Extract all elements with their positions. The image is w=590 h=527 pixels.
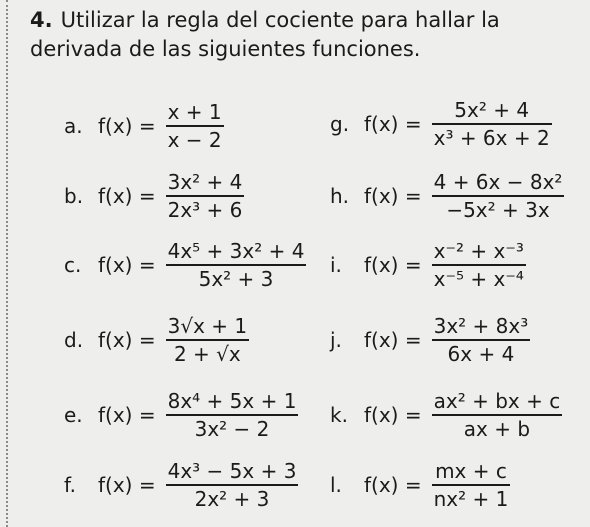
numerator: x + 1 bbox=[167, 100, 222, 124]
denominator: 2 + √x bbox=[173, 342, 241, 366]
numerator: x⁻² + x⁻³ bbox=[433, 239, 524, 263]
function-item-a bbox=[64, 96, 224, 156]
item-letter: a. bbox=[64, 114, 83, 138]
denominator: 2x³ + 6 bbox=[167, 198, 243, 222]
fraction bbox=[432, 238, 526, 292]
item-letter: l. bbox=[330, 473, 342, 497]
function-lhs: f(x) = bbox=[98, 253, 156, 277]
fraction bbox=[166, 388, 299, 442]
fraction bbox=[432, 388, 563, 442]
function-item-j bbox=[330, 310, 530, 370]
function-item-d bbox=[64, 310, 249, 370]
exercise-number: 4. bbox=[30, 8, 53, 32]
denominator: 5x² + 3 bbox=[198, 267, 274, 291]
item-letter: e. bbox=[64, 403, 83, 427]
fraction bbox=[166, 313, 250, 367]
function-lhs: f(x) = bbox=[364, 253, 422, 277]
item-letter: c. bbox=[64, 253, 82, 277]
fraction bbox=[166, 458, 299, 512]
fraction bbox=[432, 458, 511, 512]
function-lhs: f(x) = bbox=[364, 184, 422, 208]
denominator: nx² + 1 bbox=[433, 487, 509, 511]
item-letter: d. bbox=[64, 328, 84, 352]
denominator: 6x + 4 bbox=[447, 342, 515, 366]
exercise-instruction: Utilizar la regla del cociente para hallar la derivada de las siguientes funciones. bbox=[30, 8, 500, 61]
item-letter: j. bbox=[330, 328, 342, 352]
function-item-e bbox=[64, 385, 298, 445]
fraction bbox=[166, 169, 245, 223]
fraction bbox=[166, 238, 307, 292]
item-letter: b. bbox=[64, 184, 84, 208]
denominator: x⁻⁵ + x⁻⁴ bbox=[433, 267, 524, 291]
function-lhs: f(x) = bbox=[364, 473, 422, 497]
function-item-l bbox=[330, 455, 510, 515]
exercise-heading bbox=[30, 6, 585, 64]
item-letter: g. bbox=[330, 112, 350, 136]
denominator: 2x² + 3 bbox=[194, 487, 270, 511]
denominator: x − 2 bbox=[167, 128, 222, 152]
item-letter: f. bbox=[64, 473, 76, 497]
function-item-h bbox=[330, 166, 564, 226]
denominator: 3x² − 2 bbox=[194, 417, 270, 441]
function-lhs: f(x) = bbox=[98, 403, 156, 427]
numerator: 5x² + 4 bbox=[454, 98, 530, 122]
fraction bbox=[166, 99, 224, 153]
function-lhs: f(x) = bbox=[98, 328, 156, 352]
function-lhs: f(x) = bbox=[364, 112, 422, 136]
function-lhs: f(x) = bbox=[98, 473, 156, 497]
numerator: 3x² + 8x³ bbox=[433, 314, 529, 338]
denominator: ax + b bbox=[463, 417, 531, 441]
fraction bbox=[432, 169, 565, 223]
numerator: 4x⁵ + 3x² + 4 bbox=[167, 239, 305, 263]
numerator: 4 + 6x − 8x² bbox=[433, 170, 563, 194]
function-item-c bbox=[64, 235, 306, 295]
function-lhs: f(x) = bbox=[364, 403, 422, 427]
function-lhs: f(x) = bbox=[364, 328, 422, 352]
numerator: 3x² + 4 bbox=[167, 170, 243, 194]
item-letter: k. bbox=[330, 403, 348, 427]
denominator: x³ + 6x + 2 bbox=[433, 126, 550, 150]
item-letter: h. bbox=[330, 184, 350, 208]
denominator: −5x² + 3x bbox=[446, 198, 550, 222]
function-item-k bbox=[330, 385, 562, 445]
function-lhs: f(x) = bbox=[98, 114, 156, 138]
fraction bbox=[432, 97, 552, 151]
function-item-f bbox=[64, 455, 298, 515]
numerator: 3√x + 1 bbox=[167, 314, 248, 338]
function-item-i bbox=[330, 235, 526, 295]
numerator: 8x⁴ + 5x + 1 bbox=[167, 389, 297, 413]
fraction bbox=[432, 313, 531, 367]
function-item-b bbox=[64, 166, 244, 226]
numerator: 4x³ − 5x + 3 bbox=[167, 459, 297, 483]
function-item-g bbox=[330, 94, 552, 154]
function-lhs: f(x) = bbox=[98, 184, 156, 208]
numerator: ax² + bx + c bbox=[433, 389, 561, 413]
numerator: mx + c bbox=[435, 459, 507, 483]
dotted-margin-line bbox=[6, 0, 8, 527]
item-letter: i. bbox=[330, 253, 342, 277]
